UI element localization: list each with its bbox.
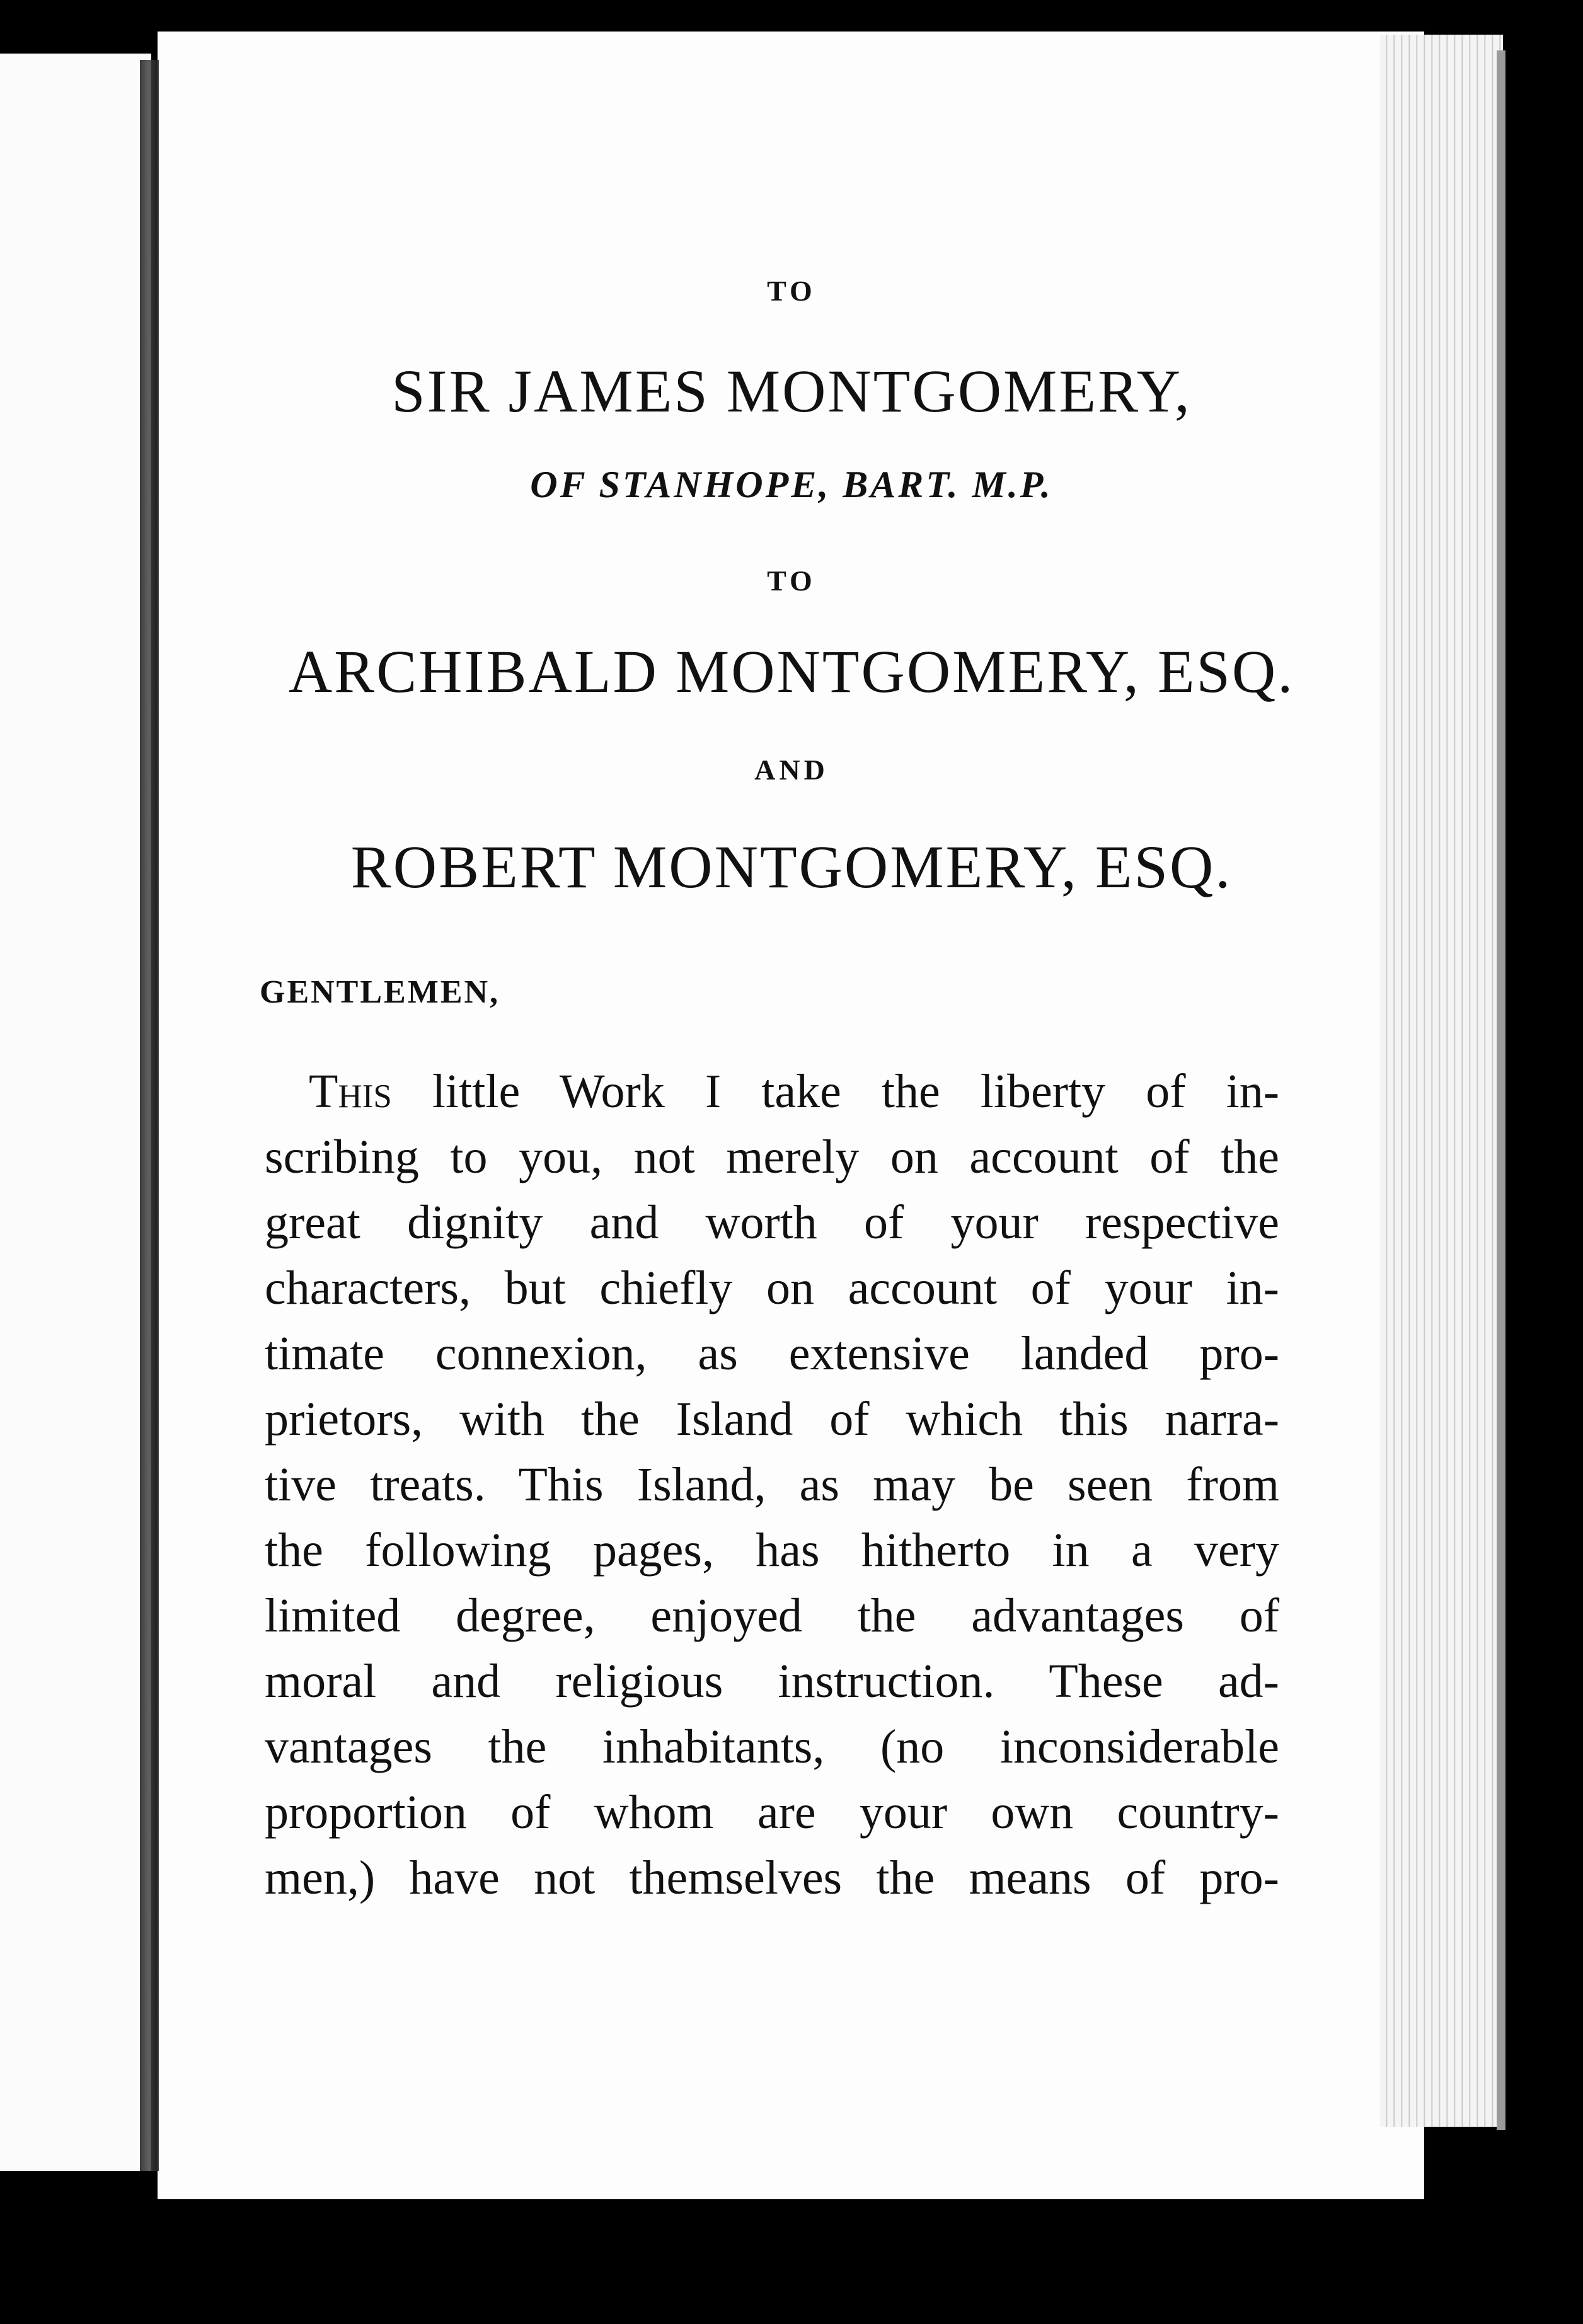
salutation: GENTLEMEN, [260, 974, 500, 1010]
body-line: moral and religious instruction. These ad- [265, 1655, 1279, 1708]
body-line: proportion of whom are your own country- [265, 1786, 1279, 1839]
dedicatee-name-1: SIR JAMES MONTGOMERY, [391, 357, 1192, 425]
body-line-text: little Work I take the liberty of in- [391, 1065, 1279, 1118]
dedicatee-name-3: ROBERT MONTGOMERY, ESQ. [350, 833, 1233, 900]
dedicatee-title-1: OF STANHOPE, BART. M.P. [530, 464, 1053, 505]
body-line: vantages the inhabitants, (no inconsiderable [265, 1720, 1279, 1773]
dedication-and: AND [754, 754, 829, 786]
body-line: timate connexion, as extensive landed pro- [265, 1327, 1279, 1380]
dedicatee-name-2: ARCHIBALD MONTGOMERY, ESQ. [288, 638, 1295, 705]
dedication-body [265, 1059, 1279, 1911]
body-line: scribing to you, not merely on account of the [265, 1130, 1279, 1183]
body-line: the following pages, has hitherto in a very [265, 1524, 1279, 1577]
first-word: This [309, 1065, 392, 1118]
dedication-to-1: TO [767, 275, 816, 307]
body-line: men,) have not themselves the means of pro- [265, 1851, 1279, 1904]
body-line: characters, but chiefly on account of your in- [265, 1262, 1279, 1314]
body-line: prietors, with the Island of which this narra- [265, 1393, 1279, 1446]
body-line [265, 1059, 1279, 1124]
body-line: limited degree, enjoyed the advantages of [265, 1589, 1279, 1642]
body-line: tive treats. This Island, as may be seen from [265, 1458, 1279, 1511]
body-line: great dignity and worth of your respective [265, 1196, 1279, 1249]
dedication-to-2: TO [767, 565, 816, 597]
page-edges [1380, 35, 1503, 2127]
